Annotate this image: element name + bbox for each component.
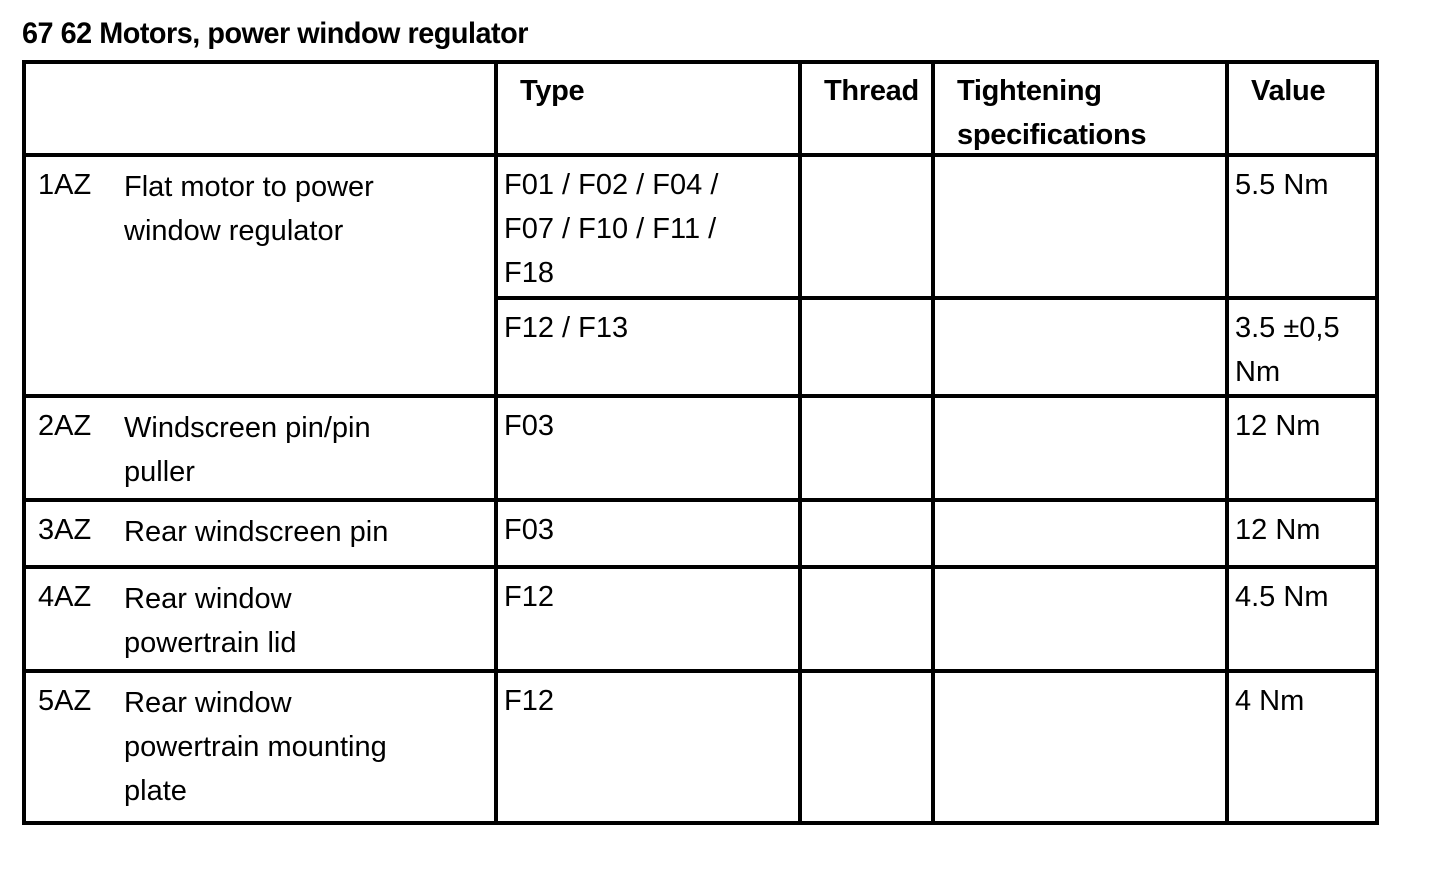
table-row-cell-type (498, 398, 798, 498)
row-type: F01 / F02 / F04 / F07 / F10 / F11 / F18 (504, 169, 719, 289)
row-code: 4AZ (38, 581, 92, 613)
header-cell-blank (26, 64, 494, 153)
row-value: 4 Nm (1235, 685, 1305, 717)
table-row-cell-item (26, 673, 494, 821)
row-code: 2AZ (38, 410, 92, 442)
row-value: 12 Nm (1235, 410, 1321, 442)
table-row-cell-tightening (935, 673, 1225, 821)
table-row-cell-thread (802, 300, 931, 394)
row-description: Windscreen pin/pin puller (124, 412, 371, 488)
row-description: Rear window powertrain lid (124, 583, 297, 659)
row-code: 5AZ (38, 685, 92, 717)
table-row-cell-item (26, 569, 494, 669)
row-type: F03 (504, 410, 554, 442)
header-cell-tightening (935, 64, 1225, 153)
table-row-cell-type (498, 673, 798, 821)
header-thread: Thread (824, 75, 919, 107)
row-description: Rear window powertrain mounting plate (124, 687, 387, 807)
table-row-cell-thread (802, 502, 931, 565)
row-type: F12 (504, 685, 554, 717)
row-value: 3.5 ±0,5 Nm (1235, 312, 1340, 388)
table-row-cell-tightening (935, 569, 1225, 669)
table-row-cell-item (26, 157, 494, 394)
torque-table (22, 60, 1379, 825)
row-code: 1AZ (38, 169, 92, 201)
page-title: 67 62 Motors, power window regulator (22, 17, 529, 50)
header-type: Type (520, 75, 585, 107)
table-row-cell-value (1229, 398, 1375, 498)
row-value: 12 Nm (1235, 514, 1321, 546)
table-row-cell-tightening (935, 398, 1225, 498)
row-code: 3AZ (38, 514, 92, 546)
header-cell-value (1229, 64, 1375, 153)
table-row-cell-thread (802, 673, 931, 821)
header-cell-thread (802, 64, 931, 153)
table-row-cell-type (498, 502, 798, 565)
table-row-cell-tightening (935, 157, 1225, 296)
table-row-cell-type (498, 157, 798, 296)
row-description: Rear windscreen pin (124, 516, 389, 548)
table-row-cell-tightening (935, 502, 1225, 565)
row-type: F03 (504, 514, 554, 546)
row-value: 4.5 Nm (1235, 581, 1329, 613)
row-description: Flat motor to power window regulator (124, 171, 374, 247)
table-row-cell-value (1229, 157, 1375, 296)
table-row-cell-type (498, 300, 798, 394)
row-type: F12 / F13 (504, 312, 629, 344)
header-tightening: Tightening specifications (957, 75, 1147, 151)
row-value: 5.5 Nm (1235, 169, 1329, 201)
table-row-cell-tightening (935, 300, 1225, 394)
header-cell-type (498, 64, 798, 153)
row-type: F12 (504, 581, 554, 613)
table-row-cell-value (1229, 569, 1375, 669)
table-row-cell-thread (802, 398, 931, 498)
table-row-cell-value (1229, 300, 1375, 394)
table-row-cell-item (26, 502, 494, 565)
table-row-cell-thread (802, 569, 931, 669)
table-row-cell-item (26, 398, 494, 498)
header-value: Value (1251, 75, 1326, 107)
table-row-cell-value (1229, 673, 1375, 821)
table-row-cell-thread (802, 157, 931, 296)
table-row-cell-type (498, 569, 798, 669)
table-row-cell-value (1229, 502, 1375, 565)
